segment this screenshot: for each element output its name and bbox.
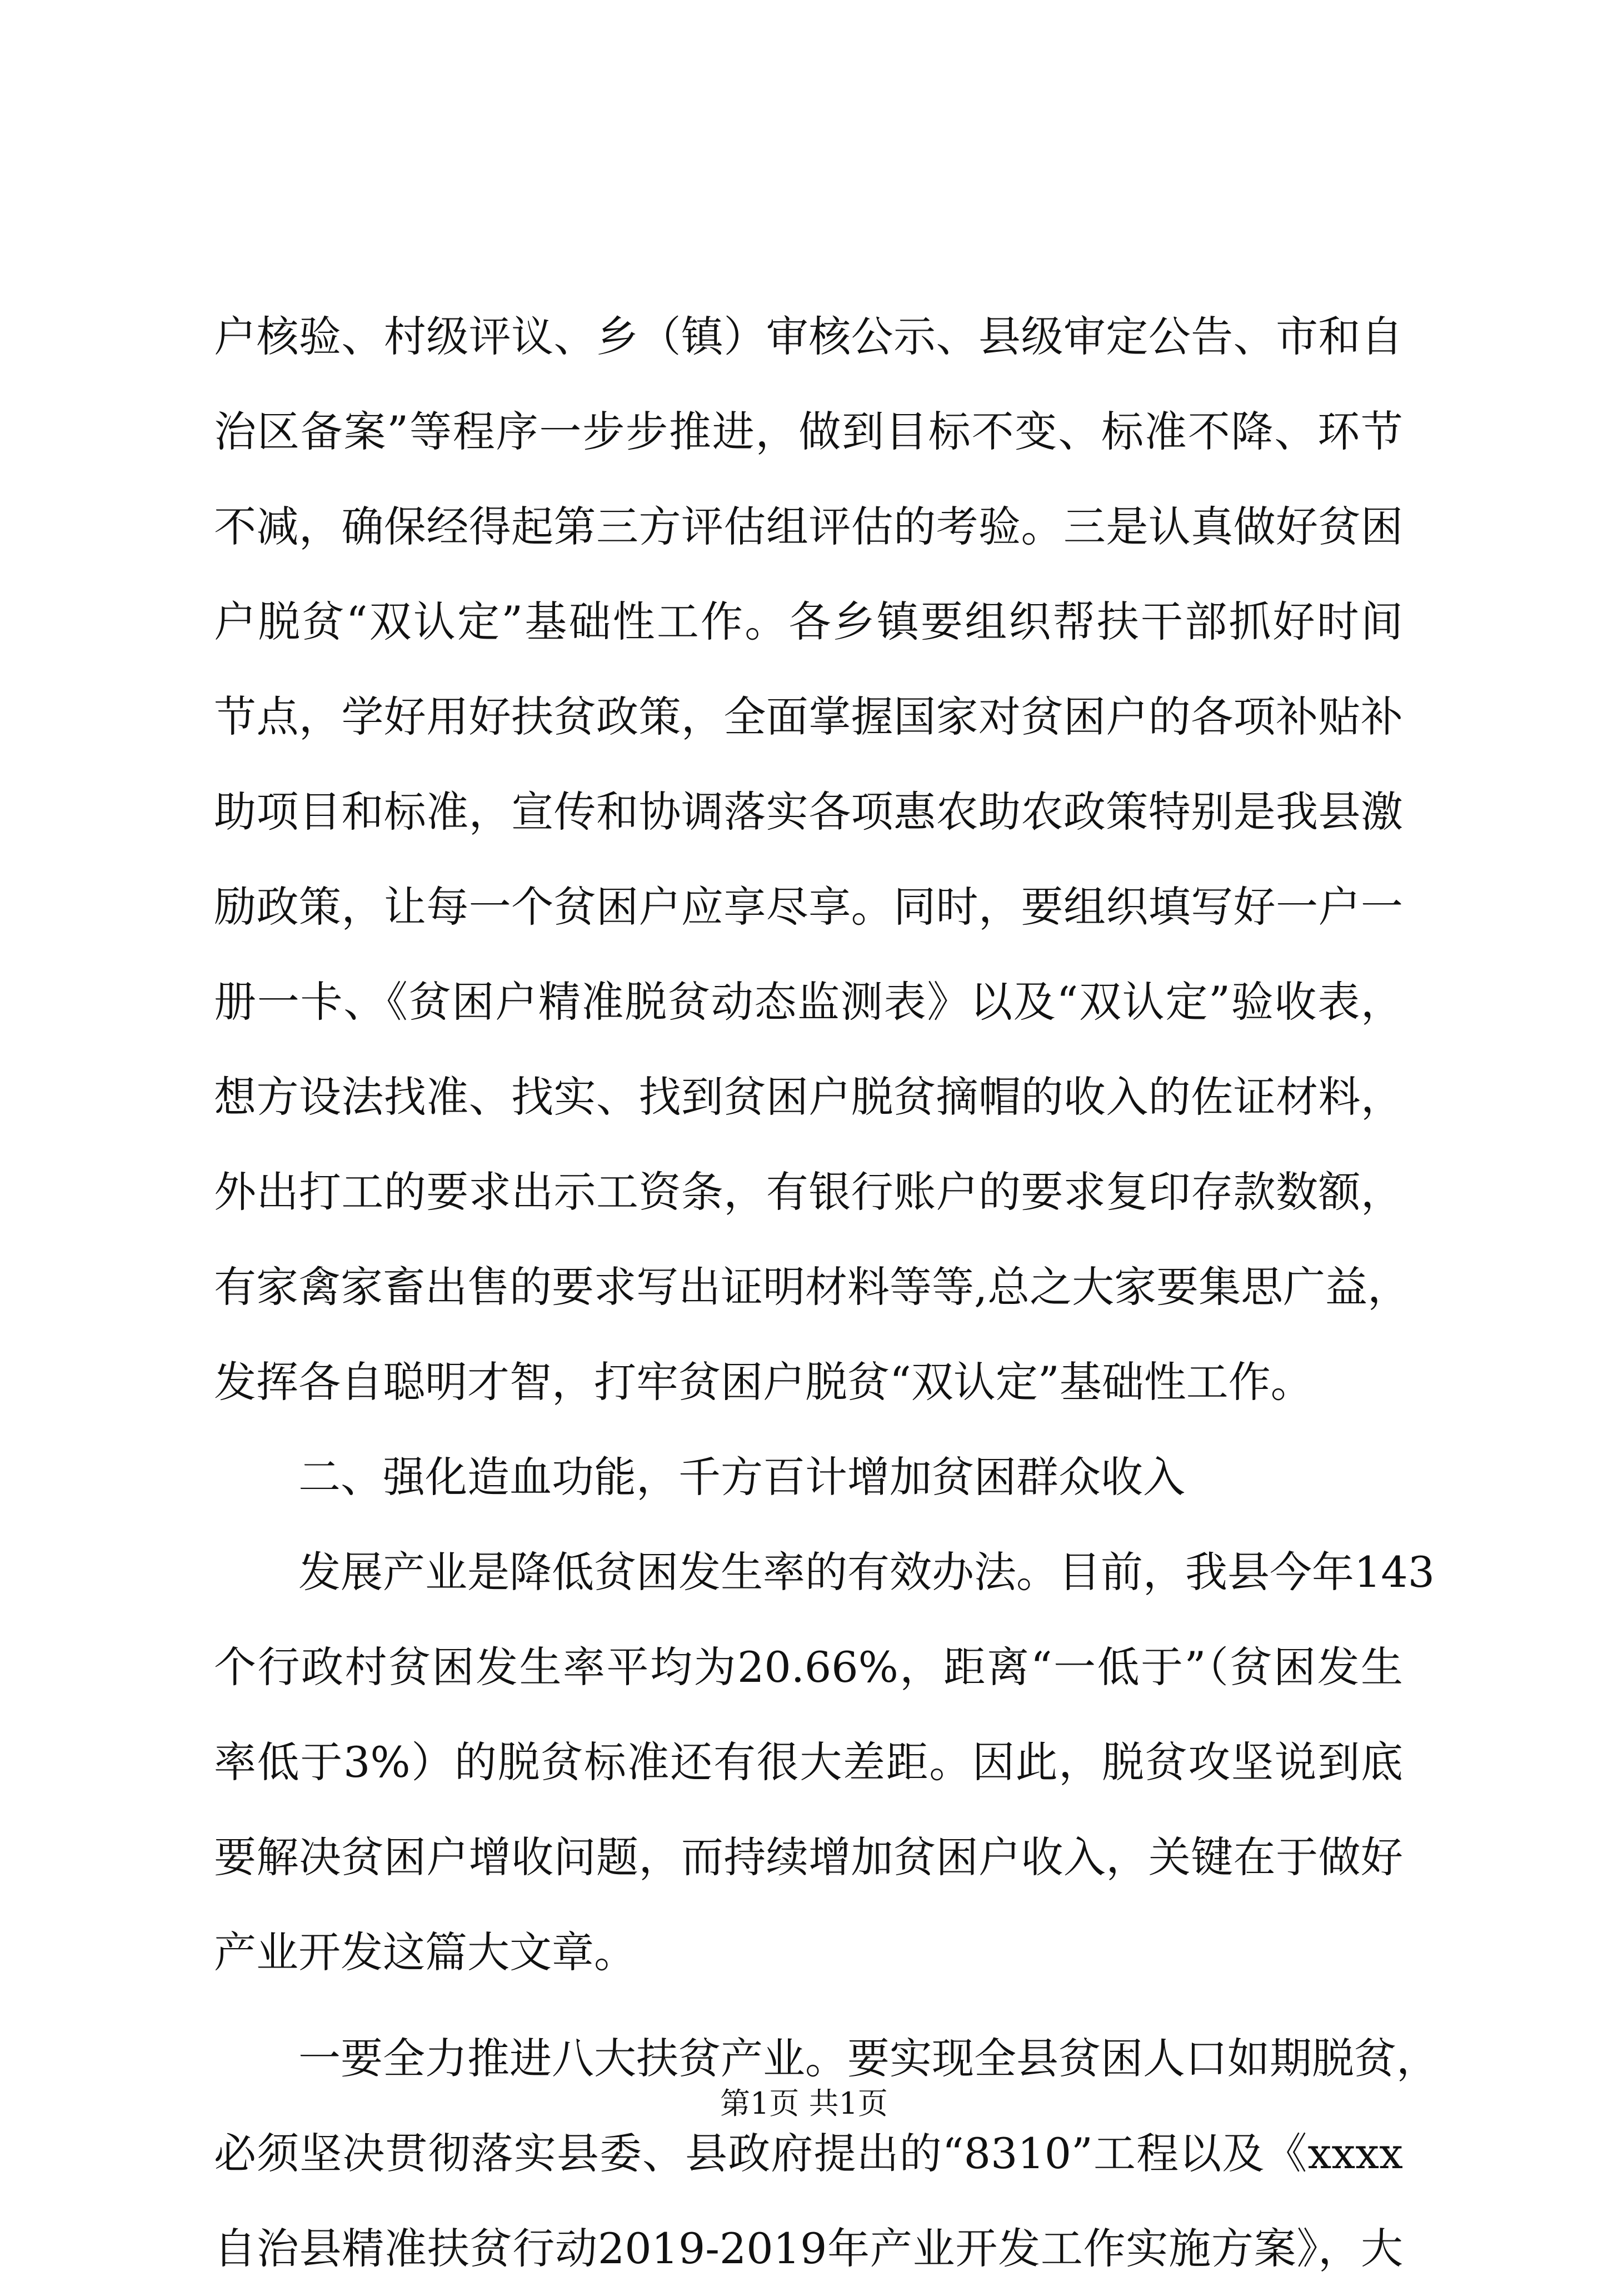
document-body — [214, 289, 1439, 2296]
text-line: 外出打工的要求出示工资条，有银行账户的要求复印存款数额， — [214, 1167, 1403, 1217]
text-line: 必须坚决贯彻落实县委、县政府提出的“8310”工程以及《xxxx — [214, 2129, 1403, 2178]
text-line: 率低于3%）的脱贫标准还有很大差距。因此，脱贫攻坚说到底 — [214, 1737, 1403, 1787]
text-line: 不减，确保经得起第三方评估组评估的考验。三是认真做好贫困 — [214, 502, 1403, 551]
text-line: 节点，学好用好扶贫政策，全面掌握国家对贫困户的各项补贴补 — [214, 692, 1403, 741]
text-line: 户核验、村级评议、乡（镇）审核公示、县级审定公告、市和自 — [214, 312, 1403, 361]
text-line: 治区备案”等程序一步步推进，做到目标不变、标准不降、环节 — [214, 407, 1403, 456]
paragraph-gap — [214, 2000, 1403, 2011]
text-line: 自治县精准扶贫行动2019-2019年产业开发工作实施方案》，大 — [214, 2224, 1403, 2273]
text-line: 户脱贫“双认定”基础性工作。各乡镇要组织帮扶干部抓好时间 — [214, 597, 1403, 646]
paragraph-first-line: 一要全力推进八大扶贫产业。要实现全县贫困人口如期脱贫， — [298, 2034, 1439, 2083]
text-line: 要解决贫困户增收问题，而持续增加贫困户收入，关键在于做好 — [214, 1832, 1403, 1882]
text-line: 产业开发这篇大文章。 — [214, 1928, 636, 1977]
text-line: 有家禽家畜出售的要求写出证明材料等等,总之大家要集思广益， — [214, 1262, 1410, 1312]
text-line: 励政策，让每一个贫困户应享尽享。同时，要组织填写好一户一 — [214, 882, 1403, 932]
text-line: 想方设法找准、找实、找到贫困户脱贫摘帽的收入的佐证材料， — [214, 1072, 1403, 1122]
text-line: 发挥各自聪明才智，打牢贫困户脱贫“双认定”基础性工作。 — [214, 1357, 1313, 1407]
text-line: 助项目和标准，宣传和协调落实各项惠农助农政策特别是我县激 — [214, 787, 1403, 836]
section-heading: 二、强化造血功能，千方百计增加贫困群众收入 — [298, 1452, 1185, 1502]
paragraph-first-line: 发展产业是降低贫困发生率的有效办法。目前，我县今年143 — [298, 1547, 1435, 1597]
text-line: 册一卡、《贫困户精准脱贫动态监测表》以及“双认定”验收表， — [214, 977, 1403, 1027]
page-number-footer: 第1页 共1页 — [720, 2086, 888, 2121]
text-line: 个行政村贫困发生率平均为20.66%，距离“一低于”（贫困发生 — [214, 1642, 1403, 1692]
